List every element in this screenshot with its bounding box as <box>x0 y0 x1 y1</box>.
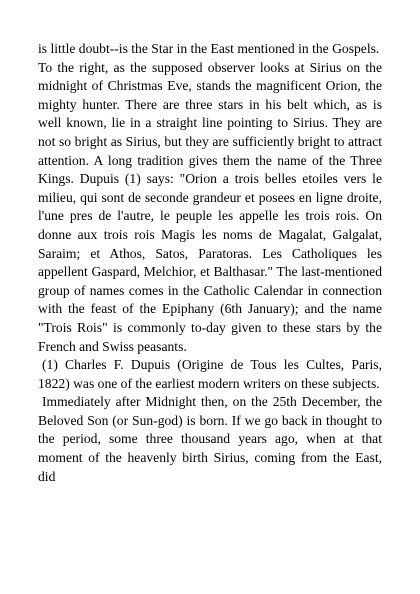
paragraph-midnight: Immediately after Midnight then, on the 25th December, the Beloved Son (or Sun-god) is born. If we go back in thought to the period, some three thousand years ago, when at that moment of the heavenly birth Sirius, coming from the East, did <box>38 394 382 484</box>
paragraph-orion: To the right, as the supposed observer looks at Sirius on the midnight of Christmas Eve, stands the magnificent Orion, the mighty hunter. There are three stars in his belt which, as is well known, lie in a straight line pointing to Sirius. They are not so bright as Sirius, but they are sufficiently bright to attract attention. A long tradition gives them the name of the Three Kings. Dupuis (1) says: "Orion a trois belles etoiles vers le milieu, qui sont de seconde grandeur et posees en ligne droite, l'une pres de l'autre, le peuple les appelle les trois rois. On donne aux trois rois Magis les noms de Magalat, Galgalat, Saraim; et Athos, Satos, Paratoras. Les Catholiques les appellent Gaspard, Melchior, et Balthasar." The last-mentioned group of names comes in the Catholic Calendar in connection with the feast of the Epiphany (6th January); and the name "Trois Rois" is commonly to-day given to these stars by the French and Swiss peasants. <box>38 59 382 354</box>
paragraph-continuation: is little doubt--is the Star in the East mentioned in the Gospels. <box>38 41 380 56</box>
document-page <box>38 40 382 486</box>
footnote-dupuis: (1) Charles F. Dupuis (Origine de Tous les Cultes, Paris, 1822) was one of the earliest modern writers on these subjects. <box>38 357 382 391</box>
